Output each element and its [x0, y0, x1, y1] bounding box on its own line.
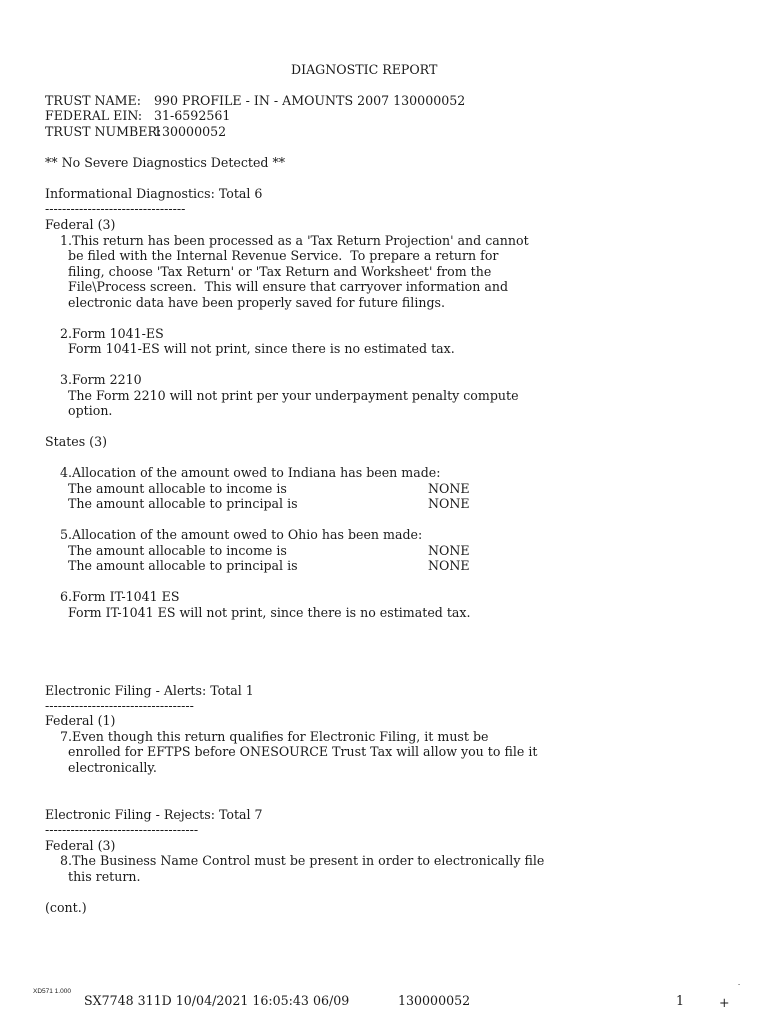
item1-line: File\Process screen. This will ensure that carryover information and [60, 279, 509, 294]
item2-title: 2.Form 1041-ES [60, 326, 164, 341]
footer-plus-mark: + [719, 995, 730, 1010]
item5-title: 5.Allocation of the amount owed to Ohio has been made: [60, 527, 423, 542]
footer-job: SX7748 311D 10/04/2021 16:05:43 06/09 [84, 993, 350, 1008]
item3-line: option. [60, 403, 113, 418]
item5-income-value: NONE [428, 543, 470, 558]
trust-name-value: 990 PROFILE - IN - AMOUNTS 2007 130000052 [154, 93, 466, 108]
trust-number-label: TRUST NUMBER: [45, 124, 162, 139]
informational-heading: Informational Diagnostics: Total 6 [45, 186, 263, 201]
item1-line: electronic data have been properly saved for future filings. [60, 295, 445, 310]
alerts-heading: Electronic Filing - Alerts: Total 1 [45, 683, 254, 698]
item7-line: electronically. [60, 760, 157, 775]
item4-income-label: The amount allocable to income is [60, 481, 287, 496]
trust-number-value: 130000052 [154, 124, 227, 139]
footer-dot-mark: - [738, 981, 741, 988]
alerts-rule: ----------------------------------- [45, 698, 194, 713]
item7-line: 7.Even though this return qualifies for Electronic Filing, it must be [60, 729, 489, 744]
item1-line: be filed with the Internal Revenue Service. To prepare a return for [60, 248, 499, 263]
item1-line: 1.This return has been processed as a 'Tax Return Projection' and cannot [60, 233, 529, 248]
item4-title: 4.Allocation of the amount owed to Indiana has been made: [60, 465, 441, 480]
informational-federal-heading: Federal (3) [45, 217, 116, 232]
rejects-heading: Electronic Filing - Rejects: Total 7 [45, 807, 263, 822]
item4-income-value: NONE [428, 481, 470, 496]
item8-line: 8.The Business Name Control must be present in order to electronically file [60, 853, 545, 868]
item6-text: Form IT-1041 ES will not print, since there is no estimated tax. [60, 605, 471, 620]
item8-line: this return. [60, 869, 141, 884]
continued-note: (cont.) [45, 900, 87, 915]
rejects-federal-heading: Federal (3) [45, 838, 116, 853]
item3-title: 3.Form 2210 [60, 372, 142, 387]
item4-principal-label: The amount allocable to principal is [60, 496, 298, 511]
item4-principal-value: NONE [428, 496, 470, 511]
rejects-rule: ------------------------------------ [45, 822, 199, 837]
item6-title: 6.Form IT-1041 ES [60, 589, 180, 604]
federal-ein-value: 31-6592561 [154, 108, 231, 123]
states-heading: States (3) [45, 434, 108, 449]
item2-text: Form 1041-ES will not print, since there is no estimated tax. [60, 341, 455, 356]
item5-principal-label: The amount allocable to principal is [60, 558, 298, 573]
footer-trust-number: 130000052 [398, 993, 471, 1008]
report-title: DIAGNOSTIC REPORT [291, 62, 438, 77]
item3-line: The Form 2210 will not print per your underpayment penalty compute [60, 388, 519, 403]
severe-note: ** No Severe Diagnostics Detected ** [45, 155, 286, 170]
alerts-federal-heading: Federal (1) [45, 713, 116, 728]
informational-rule: --------------------------------- [45, 201, 186, 216]
trust-name-label: TRUST NAME: [45, 93, 141, 108]
item5-income-label: The amount allocable to income is [60, 543, 287, 558]
item5-principal-value: NONE [428, 558, 470, 573]
footer-code: XD571 1.000 [33, 988, 71, 995]
federal-ein-label: FEDERAL EIN: [45, 108, 143, 123]
item1-line: filing, choose 'Tax Return' or 'Tax Return and Worksheet' from the [60, 264, 492, 279]
item7-line: enrolled for EFTPS before ONESOURCE Trust Tax will allow you to file it [60, 744, 538, 759]
footer-page-number: 1 [676, 993, 685, 1008]
